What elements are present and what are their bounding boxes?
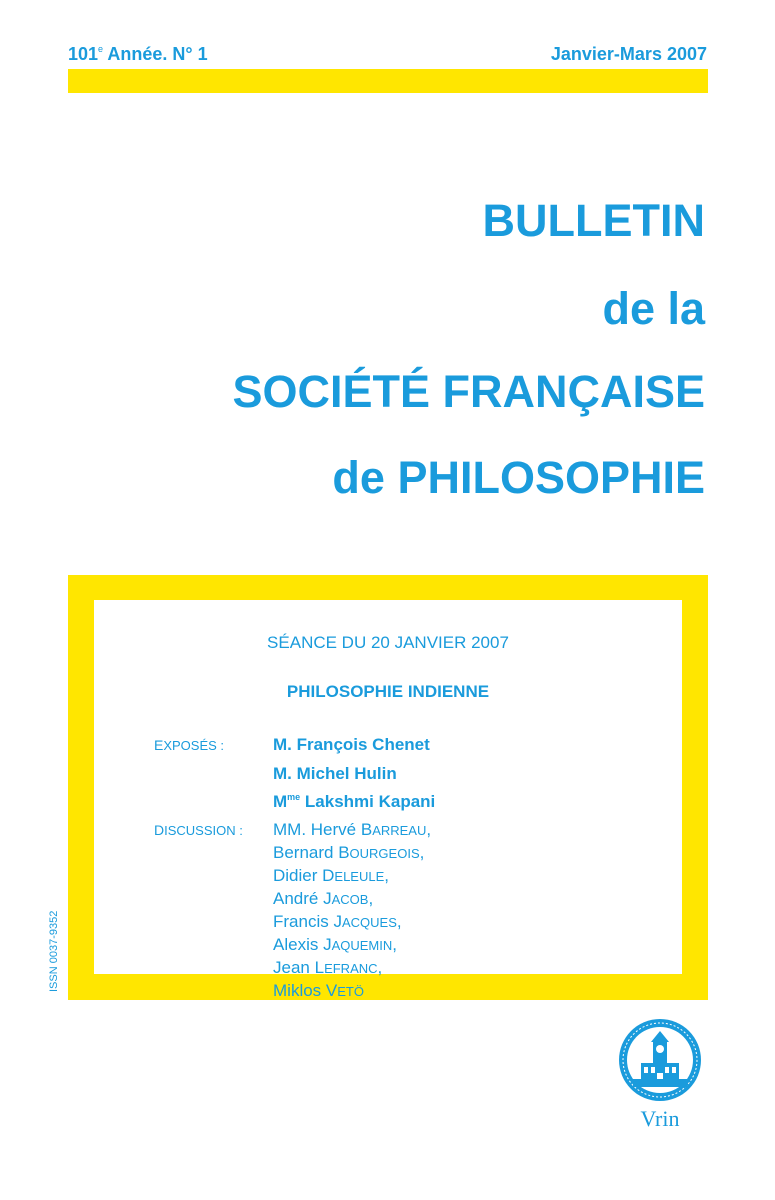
title-societe: SOCIÉTÉ FRANÇAISE bbox=[232, 366, 705, 417]
title-de-la: de la bbox=[602, 283, 705, 334]
session-frame bbox=[68, 575, 708, 1000]
session-panel bbox=[94, 600, 682, 1000]
speaker-3: $M^{me}$ Lakshmi Kapani bbox=[273, 792, 436, 811]
exposes-label: EXPOSÉS : bbox=[154, 737, 225, 753]
publisher-seal-icon bbox=[617, 1017, 703, 1103]
discussant: Bernard BOURGEOIS, bbox=[273, 843, 425, 862]
discussant: Jean LEFRANC, bbox=[273, 958, 383, 977]
session-subject: PHILOSOPHIE INDIENNE bbox=[286, 682, 490, 701]
issue-number: 101e Année. N° 1 bbox=[68, 44, 208, 64]
discussant: André JACOB, bbox=[273, 889, 374, 908]
issue-date: Janvier-Mars 2007 bbox=[550, 44, 707, 64]
speaker-1: M. François Chenet bbox=[273, 735, 430, 754]
discussant: Francis JACQUES, bbox=[273, 912, 402, 931]
discussant: Miklos VETÖ bbox=[273, 981, 364, 1000]
title-bulletin: BULLETIN bbox=[482, 195, 705, 246]
header-bar bbox=[68, 69, 708, 93]
discussant: Alexis JAQUEMIN, bbox=[273, 935, 397, 954]
publisher-name: Vrin bbox=[640, 1106, 680, 1131]
speaker-2: M. Michel Hulin bbox=[273, 764, 397, 783]
discussant: MM. Hervé BARREAU, bbox=[273, 820, 432, 839]
title-philosophie: de PHILOSOPHIE bbox=[332, 452, 705, 503]
session-date: SÉANCE DU 20 JANVIER 2007 bbox=[267, 633, 509, 652]
issn: ISSN 0037-9352 bbox=[48, 910, 60, 992]
discussant: Didier DELEULE, bbox=[273, 866, 390, 885]
discussion-label: DISCUSSION : bbox=[154, 822, 243, 838]
